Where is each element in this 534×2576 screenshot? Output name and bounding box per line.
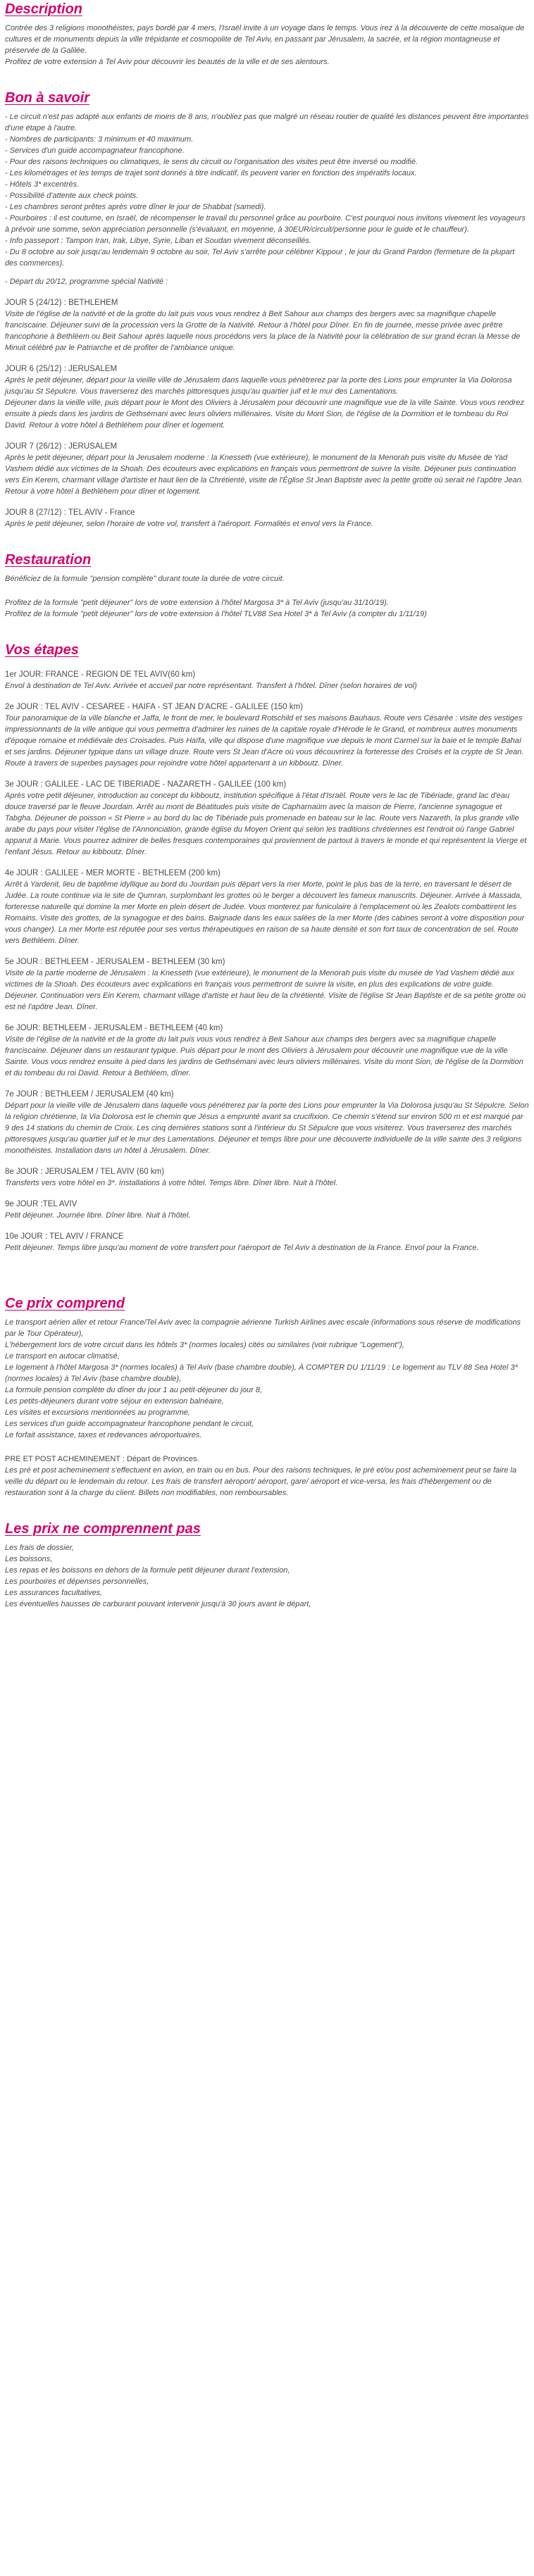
bon-a-savoir-item: - Info passeport : Tampon Iran, Irak, Libye, Syrie, Liban et Soudan vivement déconseillés. (5, 237, 311, 245)
special-day (5, 297, 529, 354)
special-day-title: JOUR 5 (24/12) : BETHLEHEM (5, 299, 118, 307)
description-line: Profitez de votre extension à Tel Aviv pour découvrir les beautés de la ville et de ses alentours. (5, 58, 330, 66)
itinerary-day-title: 7e JOUR : BETHLEEM / JERUSALEM (40 km) (5, 1090, 174, 1099)
special-program (5, 297, 529, 530)
restauration-line: Bénéficiez de la formule "pension complète" durant toute la durée de votre circuit. (5, 575, 285, 583)
bon-a-savoir-list (5, 111, 529, 269)
itinerary-day-title: 8e JOUR : JERUSALEM / TEL AVIV (60 km) (5, 1168, 165, 1176)
prix-ne-comprennent-item: Les assurances facultatives, (5, 1589, 103, 1597)
etapes-title: Vos étapes (5, 642, 79, 658)
bon-a-savoir-item: - Possibilité d'attente aux check points. (5, 192, 139, 200)
special-day-title: JOUR 8 (27/12) : TEL AVIV - France (5, 508, 135, 517)
prix-ne-comprennent-item: Les éventuelles hausses de carburant pouvant intervenir jusqu'à 30 jours avant le départ, (5, 1600, 311, 1608)
prix-comprend-item: Le transport aérien aller et retour France/Tel Aviv avec la compagnie aérienne Turkish Airlines avec escale (informations sous réserve de modifications par le Tour Opérateur), (5, 1318, 521, 1338)
pre-post-text: Les pré et post acheminement s'effectuent en avion, en train ou en bus. Pour des raisons techniques, le pré et/ou post acheminement peut se faire la veille du départ ou le lendemain du retour. Les frais de transfert aéroport/ aéroport, gare/ aéroport et vice-versa, les frais d'hébergement ou de restauration sont à la charge du client. Billets non modifiables, non remboursables. (5, 1466, 517, 1497)
etapes-section (5, 641, 529, 1253)
special-day-text: Après le petit déjeuner, départ pour la Jerusalem moderne : la Knesseth (vue extérieure), le monument de la Menorah puis visite du Musée de Yad Vashem dédié aux victimes de la Shoah. Des écouteurs avec explications en français vous permettront de suivre la visite. Déjeuner puis continuation vers Ein Kerem, charmant village d'artiste et haut lien de la Chrétienté, visite de l'Église St Jean Baptiste avec la petite grotte où serait né l'apôtre Jean. Retour à votre hôtel à Bethléhem pour dîner et logement. (5, 454, 523, 496)
pre-post-title: PRE ET POST ACHEMINEMENT : Départ de Provinces. (5, 1455, 199, 1463)
restauration-title: Restauration (5, 552, 92, 568)
bon-a-savoir-section (5, 89, 529, 530)
prix-ne-comprennent-list (5, 1542, 529, 1610)
prix-comprend-item: Les services d'un guide accompagnateur francophone pendant le circuit, (5, 1420, 254, 1428)
prix-comprend-section (5, 1294, 529, 1499)
itinerary-day-text: Envol à destination de Tel Aviv. Arrivée et accueil par notre représentant. Transfert à l'hôtel. Dîner (selon horaires de vol) (5, 682, 417, 690)
itinerary-day-text: Transferts vers votre hôtel en 3*. Installations à votre hôtel. Temps libre. Dîner libre. Nuit à l'hôtel. (5, 1179, 338, 1187)
description-text (5, 23, 529, 68)
itinerary-day (5, 1231, 529, 1253)
itinerary-day-text: Tour panoramique de la ville blanche et Jaffa, le front de mer, le boulevard Rotschild et ses maisons Bauhaus. Route vers Césarée : visite des vestiges impressionnants de la ville antique qui vous permettra d'admirer les ruines de la capitale royale d'Hérode le le Grand, et nombreux autres monuments d'époque romaine et médiévale des Croisades. Puis Haïfa, ville qui dispose d'une magnifique vue depuis le mont Carmel sur la baie et le temple Bahaï et ses jardins. Déjeuner typique dans un village druze. Route vers St Jean d'Acre où vous découvrirez la forteresse des Croisés et la crypte de St Jean. Route à travers de superbes paysages pour rejoindre votre hôtel appartenant à un kibboutz. Dîner. (5, 714, 524, 768)
itinerary-day-text: Après votre petit déjeuner, introduction au concept du kibboutz, institution spécifique à l'état d'Israël. Route vers le lac de Tibériade, grand lac d'eau douce traversé par le fleuve Jourdain. Arrêt au mont de Béatitudes puis visite de Capharnaüm avec la maison de Pierre, l'ancienne synagogue et Tabgha. Déjeuner de poisson « St Pierre » au bord du lac de Tibériade puis promenade en bateau sur le lac. Route vers Nazareth, la plus grande ville arabe du pays pour visiter l'église de l'Annonciation, grande église du Moyen Orient qui selon les traditions chrétiennes est l'endroit où l'ange Gabriel apparut à Marie. Vous pourrez admirer de belles fresques contemporaines qui proviennent de partout à travers le monde et qui représentent la Vierge et l'enfant Jésus. Retour au kibboutz. Dîner. (5, 792, 527, 856)
itinerary-days (5, 669, 529, 1253)
restauration-text (5, 573, 529, 620)
itinerary-day-title: 3e JOUR : GALILEE - LAC DE TIBERIADE - NAZARETH - GALILEE (100 km) (5, 780, 287, 789)
prix-comprend-item: Le forfait assistance, taxes et redevances aéroportuaires. (5, 1431, 202, 1439)
special-day-title: JOUR 7 (26/12) : JERUSALEM (5, 442, 118, 451)
itinerary-day-text: Visite de la partie moderne de Jérusalem : la Knesseth (vue extérieure), le monument de la Menorah puis visite du musée de Yad Vashem dédié aux victimes de la Shoah. Des écouteurs avec explications en français vous permettront de suivre la visite, en plus des explications de votre guide. Déjeuner. Continuation vers Ein Kerem, charmant village d'artiste et haut lieu de la chrétienté. Visite de l'église St Jean Baptiste et de sa petite grotte où est né l'apôtre Jean. Dîner. (5, 969, 526, 1011)
itinerary-day (5, 701, 529, 769)
itinerary-day (5, 779, 529, 858)
special-day (5, 441, 529, 497)
special-day-text: Après le petit déjeuner, départ pour la vieille ville de Jérusalem dans laquelle vous pénètrerez par la porte des Lions pour emprunter la Via Dolorosa jusqu'au St Sépulcre. Vous traverserez des marchés pittoresques jusqu'au quartier juif et le mur des Lamentations. Déjeuner dans la vieille ville, puis départ pour le Mont des Oliviers à Jérusalem pour découvrir une magnifique vue de la ville Sainte. Vous vous rendrez ensuite à pieds dans les jardins de Gethsémani avec leurs oliviers millénaires. Visite du Mont Sion, de l'église de la Dormition et le tombeau du Roi David. Retour à votre hôtel à Bethléhem pour dîner et logement. (5, 376, 524, 430)
itinerary-day-title: 1er JOUR: FRANCE - REGION DE TEL AVIV(60 km) (5, 670, 196, 679)
prix-comprend-item: Le transport en autocar climatisé, (5, 1352, 120, 1361)
itinerary-day-title: 10e JOUR : TEL AVIV / FRANCE (5, 1232, 124, 1241)
itinerary-day (5, 1089, 529, 1156)
prix-comprend-item: L'hébergement lors de votre circuit dans les hôtels 3* (normes locales) cités ou similaires (voir rubrique "Logement"), (5, 1341, 404, 1349)
bon-a-savoir-item: - Hôtels 3* excentrés. (5, 180, 80, 189)
itinerary-day (5, 868, 529, 946)
itinerary-day-text: Arrêt à Yardenit, lieu de baptême idyllique au bord du Jourdain puis départ vers la mer Morte, point le plus bas de la terre, en traversant le désert de Judée. La route continue via le site de Qumran, surplombant les grottes où le berger a découvert les fameux manuscrits. Déjeuner. Arrivée à Massada, forteresse naturelle qui domine la mer Morte en plein désert de Judée. Vous monterez par funiculaire à l'emplacement où les Zealots combattirent les Romains. Visite des grottes, de la synagogue et des bains. Baignade dans les eaux salées de la mer Morte (des cabines seront à votre disposition pour vous changer). La mer Morte est réputée pour ses vertus thérapeutiques en raison de sa haute densité et son fort taux de concentration de sel. Route vers Bethléem. Dîner. (5, 880, 525, 945)
special-day (5, 507, 529, 530)
itinerary-day (5, 1199, 529, 1221)
special-day-title: JOUR 6 (25/12) : JERUSALEM (5, 365, 118, 373)
bon-a-savoir-item: - Le circuit n'est pas adapté aux enfants de moins de 8 ans, n'oubliez pas que malgré un réseau routier de qualité les distances peuvent être importantes d'une étape à l'autre. (5, 113, 529, 132)
description-line: Contrée des 3 religions monothéistes, pays bordé par 4 mers, l'Israël invite à un voyage dans le temps. Vous irez à la découverte de cette mosaïque de cultures et de monuments depuis la ville trépidante et cosmopolite de Tel Aviv, en passant par Jérusalem, la sacrée, et la région montagneuse et préservée de la Galilée. (5, 24, 525, 55)
itinerary-day (5, 669, 529, 692)
prix-ne-comprennent-item: Les pourboires et dépenses personnelles, (5, 1577, 149, 1586)
prix-comprend-item: Le logement à l'hôtel Margosa 3* (normes locales) à Tel Aviv (base chambre double), À COMPTER DU 1/11/19 : Le logement au TLV 88 Sea Hotel 3* (normes locales) à Tel Aviv (base chambre double), (5, 1363, 518, 1383)
itinerary-day (5, 1023, 529, 1079)
restauration-section (5, 551, 529, 620)
special-day-text: Après le petit déjeuner, selon l'horaire de votre vol, transfert à l'aéroport. Formalités et envol vers la France. (5, 520, 373, 528)
prix-ne-comprennent-title: Les prix ne comprennent pas (5, 1521, 201, 1537)
itinerary-day-title: 9e JOUR :TEL AVIV (5, 1200, 77, 1208)
bon-a-savoir-item: - Pour des raisons techniques ou climatiques, le sens du circuit ou l'organisation des visites peut être inversé ou modifié. (5, 158, 418, 166)
bon-a-savoir-item: - Pourboires : il est coutume, en Israël, de récompenser le travail du personnel grâce au pourboire. C'est pourquoi nous invitons vivement les voyageurs à prévoir une somme, selon appréciation personnelle (s'évaluant, en moyenne, à 30EUR/circuit/personne pour le guide et le chauffeur). (5, 214, 526, 234)
itinerary-day-title: 6e JOUR: BETHLEEM - JERUSALEM - BETHLEEM (40 km) (5, 1024, 223, 1032)
prix-ne-comprennent-item: Les frais de dossier, (5, 1544, 74, 1552)
prix-ne-comprennent-item: Les boissons, (5, 1555, 53, 1563)
bon-a-savoir-item: - Du 8 octobre au soir jusqu'au lendemain 9 octobre au soir, Tel Aviv s'arrête pour célébrer Kippour , le jour du Grand Pardon (fermeture de la plupart des commerces). (5, 248, 515, 268)
prix-comprend-list (5, 1317, 529, 1441)
itinerary-day-text: Départ pour la vieille ville de Jérusalem dans laquelle vous pénétrerez par la porte des Lions pour emprunter la Via Dolorosa jusqu'au St Sépulcre. Selon la religion chrétienne, la Via Dolorosa est le chemin que Jésus a emprunté avant sa crucifixion. Ce chemin s'étend sur environ 500 m et est marqué par 9 des 14 stations du chemin de Croix. Les cinq dernières stations sont à l'intérieur du St Sépulcre que vous visiterez. Vous traverserez des marchés pittoresques jusqu'au quartier juif et le mur des Lamentations. Déjeuner et temps libre pour une découverte individuelle de la ville sainte des 3 religions monothéistes. Installation dans un hôtel à Jérusalem. Dîner. (5, 1101, 529, 1155)
special-day-text: Visite de l'église de la nativité et de la grotte du lait puis vous vous rendrez à Beit Sahour aux champs des bergers avec sa magnifique chapelle franciscaine. Déjeuner suivi de la procession vers la Grotte de la Nativité. Retour à l'hôtel pour Dîner. En fin de journée, messe privée avec prêtre francophone à Bethléem ou Beit Sahour après laquelle nous procédons vers la place de la Nativité pour la célébration de sur grand écran la Messe de Minuit célébré par le Patriarche et de profiter de l'ambiance unique. (5, 310, 521, 352)
prix-comprend-item: La formule pension complète du dîner du jour 1 au petit-déjeuner du jour 8, (5, 1386, 263, 1394)
prix-ne-comprennent-section (5, 1520, 529, 1610)
bon-a-savoir-title: Bon à savoir (5, 90, 90, 106)
prix-comprend-item: Les visites et excursions mentionnées au programme, (5, 1408, 190, 1417)
bon-a-savoir-item: - Les chambres seront prêtes après votre dîner le jour de Shabbat (samedi). (5, 203, 266, 211)
prix-comprend-item: Les petits-déjeuners durant votre séjour en extension balnéaire, (5, 1397, 224, 1406)
itinerary-day-title: 2e JOUR : TEL AVIV - CESAREE - HAIFA - ST JEAN D'ACRE - GALILEE (150 km) (5, 703, 303, 711)
itinerary-day (5, 956, 529, 1013)
itinerary-day-title: 4e JOUR : GALILEE - MER MORTE - BETHLEEM (200 km) (5, 869, 221, 877)
restauration-line: Profitez de la formule "petit déjeuner" lors de votre extension à l'hôtel TLV88 Sea Hotel 3* à Tel Aviv (à compter du 1/11/19) (5, 610, 427, 618)
special-day (5, 363, 529, 431)
prix-ne-comprennent-item: Les repas et les boissons en dehors de la formule petit déjeuner durant l'extension, (5, 1566, 290, 1575)
description-section (5, 0, 529, 68)
itinerary-day-text: Petit déjeuner. Temps libre jusqu'au moment de votre transfert pour l'aéroport de Tel Aviv à destination de la France. Envol pour la France. (5, 1244, 479, 1252)
itinerary-day-text: Visite de l'église de la nativité et de la grotte du lait puis vous vous rendrez à Beit Sahour aux champs des bergers avec sa magnifique chapelle franciscaine. Déjeuner dans un restaurant typique. Puis départ pour le mont des Oliviers à Jérusalem pour découvrir une magnifique vue de la ville Sainte. Vous vous rendrez ensuite à pied dans les jardins de Gethsémani avec leurs oliviers millénaires. Visite du mont Sion, de l'église de la Dormition et du tombeau du roi David. Retour à Bethléem, dîner. (5, 1035, 523, 1077)
itinerary-day-title: 5e JOUR : BETHLEEM - JERUSALEM - BETHLEEM (30 km) (5, 958, 225, 966)
description-title: Description (5, 1, 83, 17)
prix-comprend-title: Ce prix comprend (5, 1296, 125, 1311)
bon-a-savoir-item: - Nombres de participants: 3 minimum et 40 maximum. (5, 135, 194, 144)
bon-a-savoir-item: - Les kilométrages et les temps de trajet sont donnés à titre indicatif, ils peuvent varier en fonction des impératifs locaux. (5, 169, 417, 177)
depart-note: - Départ du 20/12, programme spécial Nativité : (5, 277, 168, 286)
itinerary-day-text: Petit déjeuner. Journée libre. Dîner libre. Nuit à l'hôtel. (5, 1211, 191, 1220)
itinerary-day (5, 1166, 529, 1189)
restauration-line: Profitez de la formule "petit déjeuner" lors de votre extension à l'hôtel Margosa 3* à Tel Aviv (jusqu'au 31/10/19). (5, 599, 389, 607)
bon-a-savoir-item: - Services d'un guide accompagnateur francophone. (5, 146, 185, 155)
